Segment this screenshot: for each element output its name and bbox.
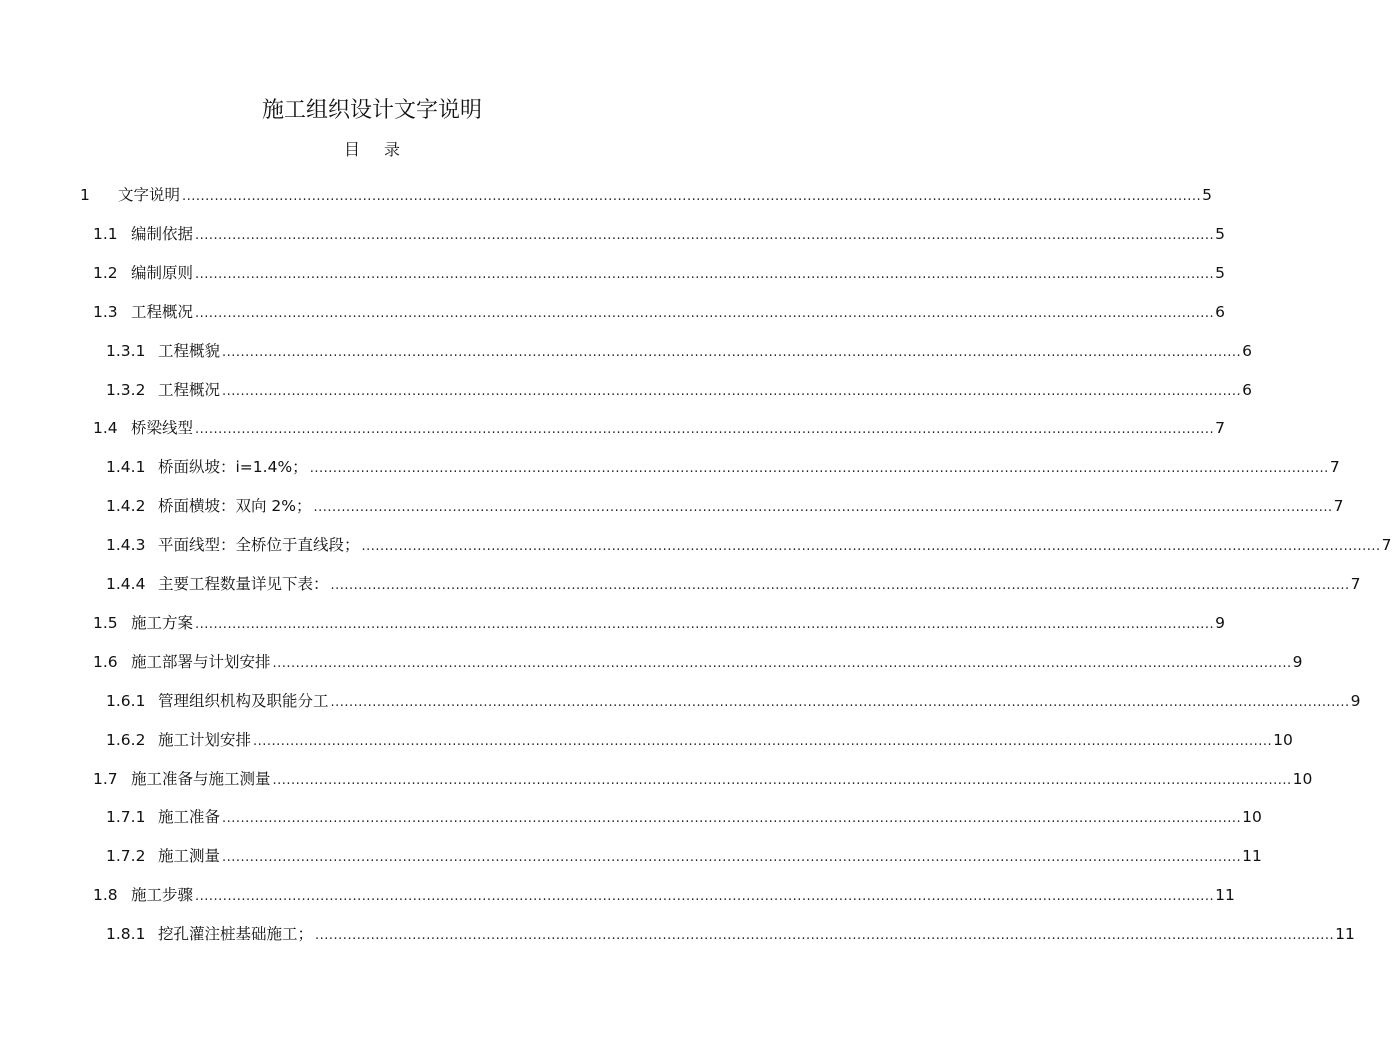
toc-entry[interactable] (106, 339, 1253, 363)
toc-dot-leader: ............................................................................................................................................................................................................................ (330, 578, 1350, 593)
toc-entry[interactable] (93, 767, 1313, 791)
toc-entry-number: 1.8 (93, 886, 118, 905)
toc-entry-title: 桥梁线型 (131, 419, 194, 438)
toc-entry[interactable] (93, 650, 1303, 674)
toc-dot-leader: ............................................................................................................................................................................................................................ (195, 266, 1215, 282)
toc-entry[interactable] (106, 455, 1340, 479)
toc-entry-title: 施工准备与施工测量 (131, 769, 271, 788)
toc-entry-page-number: 10 (1292, 769, 1313, 788)
toc-entry-number: 1.6.1 (106, 691, 146, 710)
toc-dot-leader: ............................................................................................................................................................................................................................ (315, 928, 1335, 944)
toc-entry-page-number: 7 (1333, 497, 1344, 516)
toc-entry-title: 工程概况 (158, 380, 221, 399)
toc-entry-page-number: 10 (1273, 730, 1293, 749)
toc-entry-number: 1.4.1 (106, 458, 146, 477)
toc-entry-page-number: 5 (1215, 263, 1226, 282)
toc-dot-leader: ............................................................................................................................................................................................................................ (195, 305, 1215, 321)
toc-dot-leader: ............................................................................................................................................................................................................................ (222, 850, 1242, 866)
toc-entry[interactable] (106, 689, 1361, 713)
toc-entry[interactable] (93, 611, 1226, 635)
toc-entry-page-number: 5 (1215, 224, 1226, 243)
toc-entry-number: 1.1 (93, 224, 118, 243)
toc-entry-title: 施工计划安排 (158, 730, 252, 749)
toc-entry-title: 施工测量 (158, 847, 221, 866)
toc-dot-leader: ............................................................................................................................................................................................................................ (330, 694, 1350, 710)
toc-entry-number: 1 (80, 186, 90, 204)
toc-entry-number: 1.8.1 (106, 925, 146, 944)
toc-entry[interactable] (106, 922, 1355, 946)
toc-heading: 目录 (343, 140, 424, 159)
toc-entry-title: 桥面横坡：双向 2%； (158, 497, 312, 516)
toc-dot-leader: ............................................................................................................................................................................................................................ (361, 539, 1381, 555)
toc-entry-title: 编制依据 (131, 224, 194, 243)
toc-entry-title: 工程概况 (131, 302, 194, 321)
document-title: 施工组织设计文字说明 (261, 98, 482, 123)
toc-entry[interactable] (106, 572, 1361, 596)
toc-entry-title: 主要工程数量详见下表： (158, 575, 329, 593)
toc-entry-number: 1.7.1 (106, 808, 146, 827)
toc-dot-leader: ............................................................................................................................................................................................................................ (272, 772, 1292, 788)
toc-entry-title: 施工步骤 (131, 886, 194, 905)
toc-entry[interactable] (93, 416, 1226, 440)
toc-entry-page-number: 11 (1215, 886, 1235, 905)
toc-dot-leader: ............................................................................................................................................................................................................................ (222, 811, 1242, 827)
toc-entry-title: 施工准备 (158, 808, 221, 827)
toc-dot-leader: ............................................................................................................................................................................................................................ (222, 344, 1242, 360)
toc-entry-page-number: 9 (1292, 652, 1303, 671)
toc-dot-leader: ............................................................................................................................................................................................................................ (195, 616, 1215, 632)
toc-entry[interactable] (106, 533, 1392, 557)
toc-entry-title: 施工方案 (131, 613, 194, 632)
toc-dot-leader: ............................................................................................................................................................................................................................ (195, 227, 1215, 243)
toc-entry-title: 文字说明 (118, 186, 181, 204)
toc-dot-leader: ............................................................................................................................................................................................................................ (222, 383, 1242, 399)
toc-entry-title: 管理组织机构及职能分工 (158, 691, 329, 710)
toc-dot-leader: ............................................................................................................................................................................................................................ (195, 889, 1215, 905)
toc-entry-page-number: 6 (1242, 341, 1253, 360)
toc-entry-title: 平面线型：全桥位于直线段； (158, 536, 360, 555)
toc-entry-number: 1.3 (93, 302, 118, 321)
toc-dot-leader: ............................................................................................................................................................................................................................ (182, 189, 1202, 204)
toc-entry[interactable] (106, 805, 1262, 829)
toc-entry-page-number: 9 (1350, 691, 1361, 710)
toc-entry-title: 工程概貌 (158, 341, 221, 360)
toc-entry[interactable] (93, 300, 1226, 324)
toc-entry-title: 挖孔灌注桩基础施工； (158, 925, 314, 944)
toc-dot-leader: ............................................................................................................................................................................................................................ (313, 500, 1333, 516)
toc-entry-page-number: 7 (1215, 419, 1226, 438)
toc-dot-leader: ............................................................................................................................................................................................................................ (272, 655, 1292, 671)
toc-entry-number: 1.5 (93, 613, 118, 632)
toc-entry[interactable] (106, 494, 1344, 518)
toc-entry-page-number: 7 (1329, 458, 1340, 477)
toc-entry-page-number: 10 (1242, 808, 1262, 827)
toc-dot-leader: ............................................................................................................................................................................................................................ (253, 733, 1273, 749)
toc-entry[interactable] (93, 222, 1226, 246)
toc-entry-number: 1.4.4 (106, 575, 146, 593)
toc-entry[interactable] (106, 378, 1253, 402)
toc-entry-page-number: 11 (1335, 925, 1355, 944)
toc-entry-page-number: 7 (1381, 536, 1392, 555)
toc-entry[interactable] (93, 261, 1226, 285)
toc-entry-page-number: 6 (1242, 380, 1253, 399)
toc-entry-number: 1.4.3 (106, 536, 146, 555)
toc-entry-title: 桥面纵坡：i=1.4%； (158, 458, 308, 477)
toc-entry-number: 1.3.2 (106, 380, 146, 399)
toc-entry[interactable] (93, 883, 1235, 907)
toc-entry[interactable] (106, 728, 1293, 752)
toc-entry-number: 1.2 (93, 263, 118, 282)
toc-entry[interactable] (106, 844, 1262, 868)
toc-entry[interactable] (80, 183, 1213, 207)
toc-dot-leader: ............................................................................................................................................................................................................................ (309, 461, 1329, 477)
toc-entry-page-number: 6 (1215, 302, 1226, 321)
toc-entry-title: 施工部署与计划安排 (131, 652, 271, 671)
toc-entry-number: 1.6.2 (106, 730, 146, 749)
toc-entry-page-number: 7 (1350, 575, 1361, 593)
toc-entry-number: 1.7.2 (106, 847, 146, 866)
toc-dot-leader: ............................................................................................................................................................................................................................ (195, 422, 1215, 438)
toc-entry-number: 1.3.1 (106, 341, 146, 360)
toc-entry-page-number: 9 (1215, 613, 1226, 632)
toc-entry-number: 1.4 (93, 419, 118, 438)
toc-entry-number: 1.4.2 (106, 497, 146, 516)
toc-entry-page-number: 11 (1242, 847, 1262, 866)
toc-entry-number: 1.7 (93, 769, 118, 788)
toc-entry-page-number: 5 (1202, 186, 1213, 204)
toc-entry-number: 1.6 (93, 652, 118, 671)
toc-entry-title: 编制原则 (131, 263, 194, 282)
